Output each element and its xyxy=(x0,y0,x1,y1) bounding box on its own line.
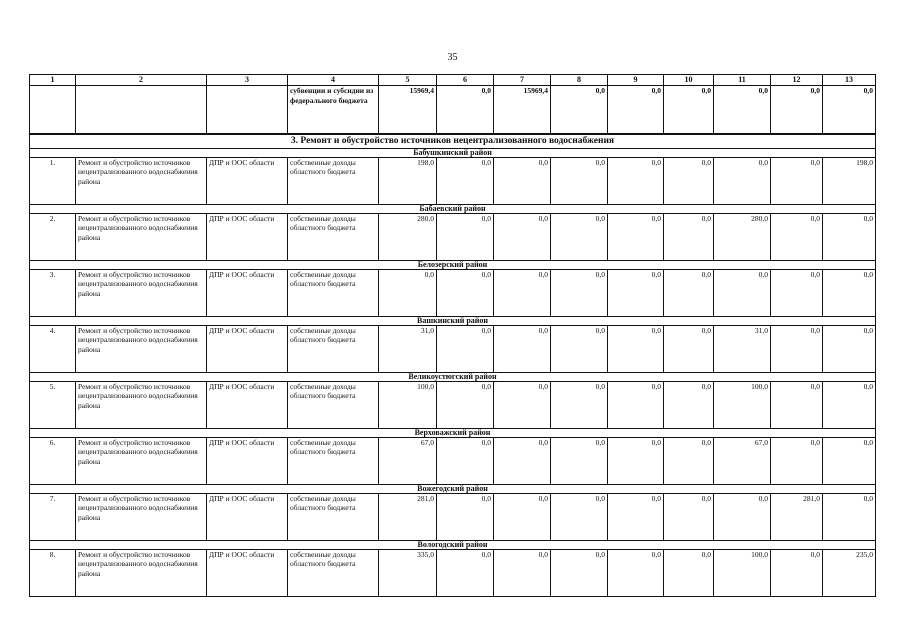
value-cell: 0,0 xyxy=(551,325,608,372)
value-cell: 0,0 xyxy=(437,157,494,204)
funding-source-cell: собственные доходы областного бюджета xyxy=(288,493,379,540)
activity-name: Ремонт и обустройство источников нецентрализованного водоснабжения района xyxy=(76,157,207,204)
value-cell: 281,0 xyxy=(379,493,437,540)
value-cell: 0,0 xyxy=(771,269,823,316)
value-cell: 0,0 xyxy=(771,325,823,372)
value-cell: 0,0 xyxy=(664,381,714,428)
district-row xyxy=(30,148,876,157)
row-number: 4. xyxy=(30,325,76,372)
district-row xyxy=(30,484,876,493)
executor-cell: ДПР и ООС области xyxy=(207,157,288,204)
value-cell: 0,0 xyxy=(823,437,876,484)
column-header: 9 xyxy=(608,75,664,86)
value-cell: 0,0 xyxy=(494,325,551,372)
value-cell: 0,0 xyxy=(823,269,876,316)
district-row xyxy=(30,428,876,437)
column-header: 4 xyxy=(288,75,379,86)
value-cell: 0,0 xyxy=(664,549,714,596)
row-number: 1. xyxy=(30,157,76,204)
row-number: 2. xyxy=(30,213,76,260)
value-cell: 0,0 xyxy=(771,86,823,135)
value-cell: 0,0 xyxy=(664,86,714,135)
value-cell: 0,0 xyxy=(608,86,664,135)
district-name: Бабаевский район xyxy=(30,204,876,213)
value-cell: 0,0 xyxy=(608,325,664,372)
value-cell: 0,0 xyxy=(608,381,664,428)
district-row xyxy=(30,372,876,381)
value-cell: 198,0 xyxy=(823,157,876,204)
value-cell: 0,0 xyxy=(437,437,494,484)
value-cell: 0,0 xyxy=(551,86,608,135)
value-cell: 0,0 xyxy=(664,269,714,316)
value-cell: 67,0 xyxy=(379,437,437,484)
funding-source-cell: субвенции и субсидии из федерального бюджета xyxy=(288,86,379,135)
table-row xyxy=(30,437,876,484)
table-row xyxy=(30,157,876,204)
district-row xyxy=(30,316,876,325)
district-name: Белозерский район xyxy=(30,260,876,269)
value-cell: 15969,4 xyxy=(494,86,551,135)
value-cell: 0,0 xyxy=(714,157,771,204)
value-cell: 0,0 xyxy=(823,381,876,428)
funding-source-cell: собственные доходы областного бюджета xyxy=(288,213,379,260)
value-cell: 0,0 xyxy=(823,86,876,135)
district-name: Вологодский район xyxy=(30,540,876,549)
activity-name: Ремонт и обустройство источников нецентрализованного водоснабжения района xyxy=(76,549,207,596)
row-number: 3. xyxy=(30,269,76,316)
executor-cell: ДПР и ООС области xyxy=(207,213,288,260)
value-cell: 0,0 xyxy=(494,269,551,316)
empty-cell xyxy=(207,86,288,135)
table-row xyxy=(30,269,876,316)
value-cell: 235,0 xyxy=(823,549,876,596)
activity-name: Ремонт и обустройство источников нецентрализованного водоснабжения района xyxy=(76,381,207,428)
value-cell: 0,0 xyxy=(379,269,437,316)
value-cell: 0,0 xyxy=(437,325,494,372)
column-number-row xyxy=(30,75,876,86)
value-cell: 0,0 xyxy=(608,213,664,260)
column-header: 8 xyxy=(551,75,608,86)
funding-source-cell: собственные доходы областного бюджета xyxy=(288,381,379,428)
funding-source-cell: собственные доходы областного бюджета xyxy=(288,325,379,372)
empty-cell xyxy=(76,86,207,135)
column-header: 12 xyxy=(771,75,823,86)
value-cell: 0,0 xyxy=(823,325,876,372)
column-header: 2 xyxy=(76,75,207,86)
value-cell: 0,0 xyxy=(771,437,823,484)
column-header: 7 xyxy=(494,75,551,86)
value-cell: 0,0 xyxy=(437,549,494,596)
funding-source-cell: собственные доходы областного бюджета xyxy=(288,269,379,316)
value-cell: 0,0 xyxy=(608,157,664,204)
funding-source-cell: собственные доходы областного бюджета xyxy=(288,437,379,484)
value-cell: 0,0 xyxy=(551,381,608,428)
district-name: Вожегодский район xyxy=(30,484,876,493)
value-cell: 280,0 xyxy=(379,213,437,260)
executor-cell: ДПР и ООС области xyxy=(207,325,288,372)
value-cell: 0,0 xyxy=(437,493,494,540)
value-cell: 0,0 xyxy=(664,325,714,372)
executor-cell: ДПР и ООС области xyxy=(207,493,288,540)
row-number: 8. xyxy=(30,549,76,596)
table-row xyxy=(30,493,876,540)
value-cell: 0,0 xyxy=(714,269,771,316)
value-cell: 15969,4 xyxy=(379,86,437,135)
value-cell: 0,0 xyxy=(551,493,608,540)
value-cell: 0,0 xyxy=(608,549,664,596)
value-cell: 335,0 xyxy=(379,549,437,596)
activity-name: Ремонт и обустройство источников нецентрализованного водоснабжения района xyxy=(76,493,207,540)
value-cell: 0,0 xyxy=(714,493,771,540)
value-cell: 0,0 xyxy=(494,549,551,596)
row-number: 6. xyxy=(30,437,76,484)
table-row xyxy=(30,381,876,428)
district-row xyxy=(30,204,876,213)
continuation-row xyxy=(30,86,876,135)
value-cell: 0,0 xyxy=(664,157,714,204)
value-cell: 0,0 xyxy=(664,213,714,260)
value-cell: 0,0 xyxy=(551,157,608,204)
table-row xyxy=(30,213,876,260)
value-cell: 0,0 xyxy=(771,157,823,204)
table-row xyxy=(30,549,876,596)
value-cell: 0,0 xyxy=(823,213,876,260)
executor-cell: ДПР и ООС области xyxy=(207,381,288,428)
district-name: Бабушкинский район xyxy=(30,148,876,157)
value-cell: 198,0 xyxy=(379,157,437,204)
district-name: Вашкинский район xyxy=(30,316,876,325)
value-cell: 0,0 xyxy=(437,86,494,135)
value-cell: 0,0 xyxy=(551,437,608,484)
column-header: 10 xyxy=(664,75,714,86)
activity-name: Ремонт и обустройство источников нецентрализованного водоснабжения района xyxy=(76,325,207,372)
value-cell: 0,0 xyxy=(608,437,664,484)
budget-table xyxy=(29,74,876,597)
value-cell: 0,0 xyxy=(494,381,551,428)
value-cell: 0,0 xyxy=(664,437,714,484)
row-number: 5. xyxy=(30,381,76,428)
activity-name: Ремонт и обустройство источников нецентрализованного водоснабжения района xyxy=(76,213,207,260)
value-cell: 281,0 xyxy=(771,493,823,540)
value-cell: 0,0 xyxy=(494,437,551,484)
value-cell: 0,0 xyxy=(437,269,494,316)
value-cell: 0,0 xyxy=(437,381,494,428)
column-header: 1 xyxy=(30,75,76,86)
value-cell: 0,0 xyxy=(494,493,551,540)
table-row xyxy=(30,325,876,372)
value-cell: 31,0 xyxy=(379,325,437,372)
executor-cell: ДПР и ООС области xyxy=(207,549,288,596)
value-cell: 0,0 xyxy=(664,493,714,540)
funding-source-cell: собственные доходы областного бюджета xyxy=(288,549,379,596)
value-cell: 100,0 xyxy=(714,381,771,428)
column-header: 5 xyxy=(379,75,437,86)
district-name: Верховажский район xyxy=(30,428,876,437)
value-cell: 0,0 xyxy=(714,86,771,135)
empty-cell xyxy=(30,86,76,135)
value-cell: 100,0 xyxy=(379,381,437,428)
column-header: 13 xyxy=(823,75,876,86)
section-row xyxy=(30,134,876,148)
value-cell: 280,0 xyxy=(714,213,771,260)
column-header: 3 xyxy=(207,75,288,86)
section-title: 3. Ремонт и обустройство источников нецентрализованного водоснабжения xyxy=(30,134,876,148)
activity-name: Ремонт и обустройство источников нецентрализованного водоснабжения района xyxy=(76,437,207,484)
executor-cell: ДПР и ООС области xyxy=(207,269,288,316)
value-cell: 100,0 xyxy=(714,549,771,596)
value-cell: 0,0 xyxy=(608,493,664,540)
value-cell: 0,0 xyxy=(551,213,608,260)
column-header: 11 xyxy=(714,75,771,86)
value-cell: 31,0 xyxy=(714,325,771,372)
value-cell: 0,0 xyxy=(771,213,823,260)
value-cell: 0,0 xyxy=(494,213,551,260)
district-row xyxy=(30,260,876,269)
funding-source-cell: собственные доходы областного бюджета xyxy=(288,157,379,204)
district-name: Великоустюгский район xyxy=(30,372,876,381)
activity-name: Ремонт и обустройство источников нецентрализованного водоснабжения района xyxy=(76,269,207,316)
column-header: 6 xyxy=(437,75,494,86)
district-row xyxy=(30,540,876,549)
value-cell: 0,0 xyxy=(551,269,608,316)
value-cell: 0,0 xyxy=(437,213,494,260)
row-number: 7. xyxy=(30,493,76,540)
executor-cell: ДПР и ООС области xyxy=(207,437,288,484)
value-cell: 0,0 xyxy=(771,381,823,428)
value-cell: 0,0 xyxy=(494,157,551,204)
value-cell: 0,0 xyxy=(608,269,664,316)
value-cell: 0,0 xyxy=(551,549,608,596)
value-cell: 67,0 xyxy=(714,437,771,484)
value-cell: 0,0 xyxy=(771,549,823,596)
page-number: 35 xyxy=(447,52,458,63)
value-cell: 0,0 xyxy=(823,493,876,540)
